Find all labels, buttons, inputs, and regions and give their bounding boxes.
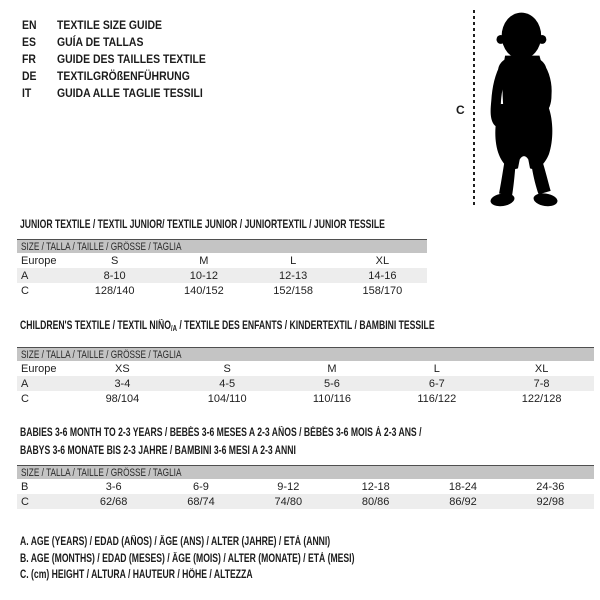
language-row [22,50,228,67]
table-cell: L [290,254,297,267]
table-cell: L [433,362,440,375]
language-title: TEXTILGRÖßENFÜHRUNG [57,69,190,84]
table-cell: 68/74 [187,495,215,508]
language-row [22,85,228,102]
table-cell: 152/158 [273,284,313,297]
language-title: GUIDA ALLE TAGLIE TESSILI [57,86,203,101]
table-cell: 24-36 [536,480,565,493]
legend-line-a: A. AGE (YEARS) / EDAD (AÑOS) / ÂGE (ANS) / ALTER (JAHRE) / ETÀ (ANNI) [20,536,331,548]
table-cell: XL [534,362,549,375]
row-label: C [21,495,29,508]
table-cell: 12-13 [279,269,308,282]
table-cell: 86/92 [449,495,477,508]
table-row [17,479,594,494]
table-row [17,361,594,376]
row-label: Europe [21,254,57,267]
language-code: FR [22,51,36,66]
language-code: ES [22,34,36,49]
table-cell: 14-16 [368,269,397,282]
table-cell: 158/170 [362,284,403,297]
table-cell: XS [115,362,130,375]
table-row [17,376,594,391]
language-title: GUÍA DE TALLAS [57,34,144,49]
table-cell: 4-5 [219,377,236,390]
table-cell: 10-12 [189,269,218,282]
row-label: C [21,392,29,405]
size-header-bar: SIZE / TALLA / TAILLE / GRÖSSE / TAGLIA [17,465,594,479]
table-cell: 18-24 [448,480,478,493]
table-cell: 6-9 [193,480,209,493]
table-cell: 92/98 [536,495,565,508]
table-cell: 62/68 [99,495,128,508]
size-header-bar: SIZE / TALLA / TAILLE / GRÖSSE / TAGLIA [17,347,594,361]
table-cell: 3-4 [114,377,131,390]
language-code: DE [22,69,37,84]
children-size-table [17,347,594,406]
table-row [17,283,427,298]
language-title: TEXTILE SIZE GUIDE [57,17,162,32]
babies-size-table [17,465,594,509]
legend [20,534,466,584]
table-cell: 8-10 [103,269,126,282]
table-cell: XL [375,254,390,267]
table-cell: 6-7 [428,377,445,390]
table-cell: 7-8 [533,377,550,390]
legend-line-b: B. AGE (MONTHS) / EDAD (MESES) / ÂGE (MOIS) / ALTER (MONATE) / ETÀ (MESI) [20,552,355,565]
height-c-label: C [456,103,465,117]
language-list [22,16,228,102]
row-label: C [21,284,29,297]
section-title-junior: JUNIOR TEXTILE / TEXTIL JUNIOR/ TEXTILE JUNIOR / JUNIORTEXTIL / JUNIOR TESSILE [20,219,385,231]
subscript-a: /A [170,324,177,333]
section-title-children: CHILDREN'S TEXTILE / TEXTIL $NIÑO_{/A}$ / TEXTILE DES ENFANTS / KINDERTEXTIL / BAMBINI TESSILE [20,320,435,333]
baby-silhouette-icon [481,9,567,215]
legend-line-c: C. (cm) HEIGHT / ALTURA / HAUTEUR / HÖHE / ALTEZZA [20,569,253,581]
row-label: A [21,377,29,390]
table-row [17,268,427,283]
table-cell: 122/128 [521,392,562,405]
table-cell: M [327,362,337,375]
table-cell: 116/122 [417,392,457,405]
language-row [22,68,228,85]
height-dotted-line [473,10,475,207]
language-title: GUIDE DES TAILLES TEXTILE [57,51,206,66]
table-cell: 110/116 [312,392,352,405]
table-cell: 80/86 [361,495,390,508]
language-row [22,33,228,50]
table-cell: 98/104 [105,392,140,405]
table-row [17,391,594,406]
table-cell: 9-12 [277,480,300,493]
table-row [17,253,427,268]
table-cell: S [110,254,119,267]
table-cell: M [199,254,209,267]
table-cell: 128/140 [94,284,135,297]
table-cell: 74/80 [274,495,303,508]
language-code: EN [22,17,37,32]
table-cell: S [223,362,231,375]
row-label: B [21,480,29,493]
table-cell: 5-6 [324,377,340,390]
junior-size-table [17,239,427,298]
section-title-babies: BABIES 3-6 MONTH TO 2-3 YEARS / BEBÉS 3-6 MESES A 2-3 AÑOS / BÉBÉS 3-6 MOIS À 2-3 ANS / BABYS 3-6 MONATE BIS 2-3 JAHRE / BAMBINI 3-6 MESI A 2-3 ANNI [20,427,422,457]
row-label: Europe [21,362,57,375]
language-row [22,16,228,33]
table-cell: 12-18 [361,480,390,493]
row-label: A [21,269,29,282]
table-cell: 104/110 [207,392,247,405]
language-code: IT [22,86,32,101]
table-row [17,494,594,509]
table-cell: 140/152 [183,284,224,297]
table-cell: 3-6 [105,480,122,493]
size-header-bar: SIZE / TALLA / TAILLE / GRÖSSE / TAGLIA [17,239,427,253]
